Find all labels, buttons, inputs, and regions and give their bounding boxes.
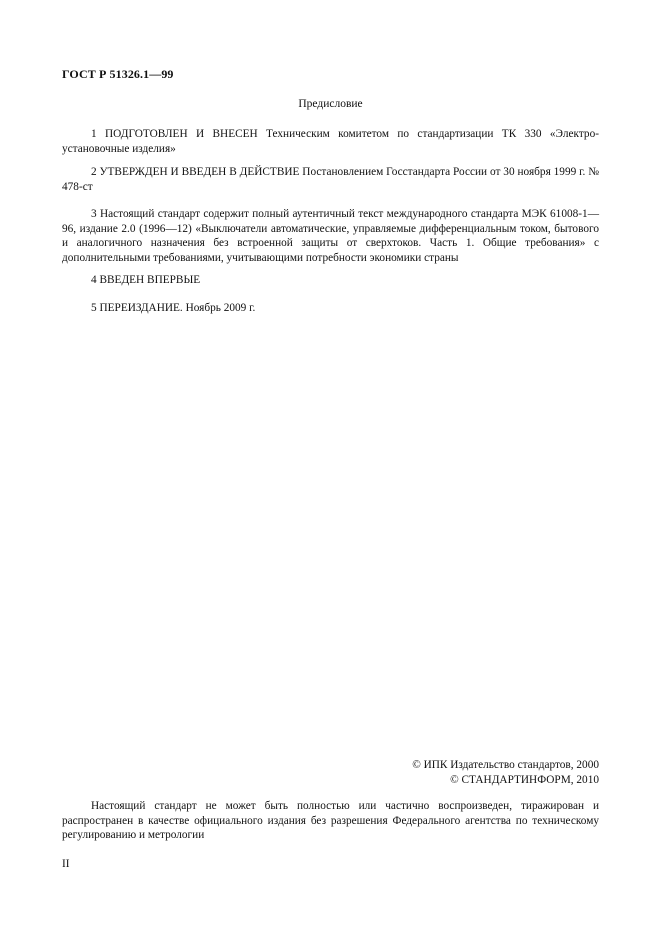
page-number: II	[62, 858, 70, 870]
reproduction-notice-text: Настоящий стандарт не может быть полностью или частично воспроизведен, тиражирован и распространен в качестве официального издания без разрешения Федерального агентства по техническому регулированию и метрологии	[62, 800, 599, 841]
preface-paragraph-3-text: 3 Настоящий стандарт содержит полный аутентичный текст международного стандарта МЭК 61008-1—96, издание 2.0 (1996—12) «Выключатели автоматические, управляемые дифференциальным током, бытового и аналогичного назначения без встроенной защиты от сверхтоков. Часть 1. Общие требования» с дополнительными требованиями, учитывающими потребности экономики страны	[62, 208, 599, 264]
copyright-line-1: © ИПК Издательство стандартов, 2000	[412, 759, 599, 771]
preface-paragraph-1	[62, 127, 599, 156]
copyright-block	[412, 758, 599, 787]
preface-paragraph-4-text: 4 ВВЕДЕН ВПЕРВЫЕ	[91, 274, 201, 286]
reproduction-notice	[62, 799, 599, 843]
standard-header: ГОСТ Р 51326.1—99	[62, 67, 174, 81]
preface-paragraph-3	[62, 207, 599, 265]
preface-paragraph-2-text: 2 УТВЕРЖДЕН И ВВЕДЕН В ДЕЙСТВИЕ Постановлением Госстандарта России от 30 ноября 1999 г. № 478-ст	[62, 166, 599, 193]
preface-title: Предисловие	[298, 98, 363, 110]
preface-paragraph-5	[62, 301, 599, 316]
preface-paragraph-1-text: 1 ПОДГОТОВЛЕН И ВНЕСЕН Техническим комитетом по стандартизации ТК 330 «Электро-установочные изделия»	[62, 128, 599, 155]
preface-paragraph-4	[62, 273, 599, 288]
preface-paragraph-5-text: 5 ПЕРЕИЗДАНИЕ. Ноябрь 2009 г.	[91, 302, 256, 314]
copyright-line-2: © СТАНДАРТИНФОРМ, 2010	[450, 773, 599, 786]
preface-paragraph-2	[62, 165, 599, 194]
